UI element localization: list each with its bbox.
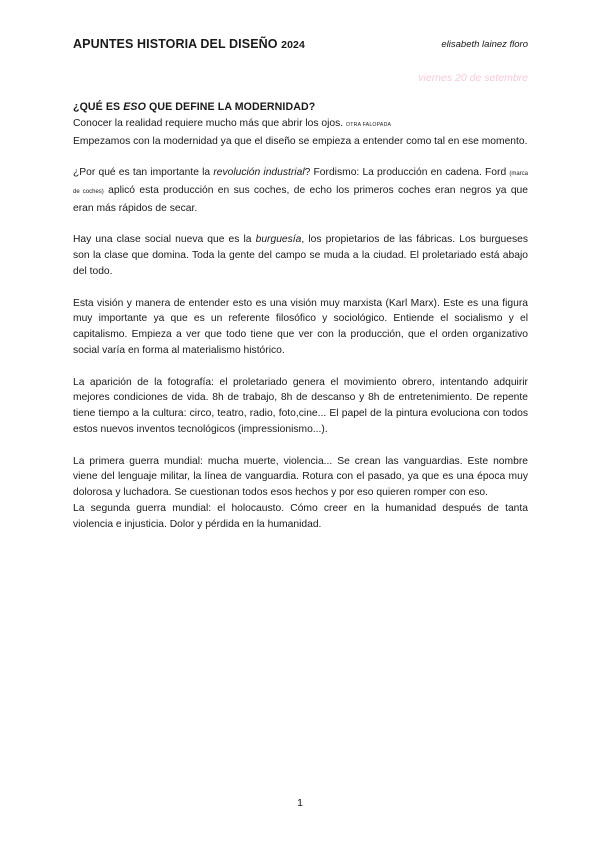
burguesia-text-a: Hay una clase social nueva que es la xyxy=(73,234,256,246)
paragraph-fotografia: La aparición de la fotografía: el proletariado genera el movimiento obrero, intentando adquirir mejores condiciones de vida. 8h de trabajo, 8h de descanso y 8h de entretenimiento. De repente tiene tiempo a la cultura: circo, teatro, radio, foto,cine... El papel de la pintura evoluciona con todos estos nuevos inventos tecnológicos (impressionismo...). xyxy=(73,376,528,435)
heading-pre: ¿QUÉ ES xyxy=(73,101,124,113)
intro-paragraph xyxy=(73,116,528,150)
industrial-emphasis: revolución industrial xyxy=(213,167,305,179)
section-heading xyxy=(73,100,528,116)
paragraph-industrial xyxy=(73,165,528,216)
heading-post: QUE DEFINE LA MODERNIDAD? xyxy=(145,101,316,113)
industrial-text-c: aplicó esta producción en sus coches, de echo los primeros coches eran negros ya que eran más rápidos de secar. xyxy=(73,184,528,214)
intro-line-1: Conocer la realidad requiere mucho más que abrir los ojos. xyxy=(73,117,344,129)
date-label: viernes 20 de setembre xyxy=(418,72,528,84)
industrial-text-a: ¿Por qué es tan importante la xyxy=(73,167,214,179)
paragraph-burguesia xyxy=(73,232,528,279)
paragraph-marx: Esta visión y manera de entender esto es una visión muy marxista (Karl Marx). Este es una figura muy importante ya que es un referente filosófico y sociológico. Entiende el socialismo y el capitalismo. Empieza a ver que todo tiene que ver con la producción, que el orden organizativo social varía en forma al materialismo histórico. xyxy=(73,297,528,356)
burguesia-emphasis: burguesía xyxy=(255,234,302,246)
document-body xyxy=(73,100,528,533)
author-name: elisabeth lainez floro xyxy=(441,39,528,50)
industrial-note: (marca de coches) xyxy=(73,171,529,195)
document-title-text: APUNTES HISTORIA DEL DISEÑO xyxy=(73,37,278,51)
page-number: 1 xyxy=(297,797,303,809)
intro-line-2: Empezamos con la modernidad ya que el diseño se empieza a entender como tal en ese momento. xyxy=(73,135,528,147)
paragraph-primera-guerra: La primera guerra mundial: mucha muerte, violencia... Se crean las vanguardias. Este nombre viene del lenguaje militar, la línea de vanguardia. Rotura con el pasado, ya que es una época muy dolorosa y luchadora. Se cuestionan todos esos hechos y por eso quieren romper con eso. xyxy=(73,455,528,499)
industrial-text-b: ? Fordismo: La producción en cadena. Ford xyxy=(304,167,510,179)
heading-emphasis: ESO xyxy=(123,101,146,113)
document-year: 2024 xyxy=(281,39,305,51)
burguesia-text-b: , los propietarios de las fábricas. Los burgueses son la clase que domina. Toda la gente del campo se muda a la ciudad. El proletariado está abajo del todo. xyxy=(73,234,528,277)
document-title xyxy=(73,37,305,51)
margin-note: OTRA FALOPADA xyxy=(346,121,392,128)
paragraph-segunda-guerra: La segunda guerra mundial: el holocausto. Cómo creer en la humanidad después de tanta violencia e injusticia. Dolor y pérdida en la humanidad. xyxy=(73,502,528,530)
